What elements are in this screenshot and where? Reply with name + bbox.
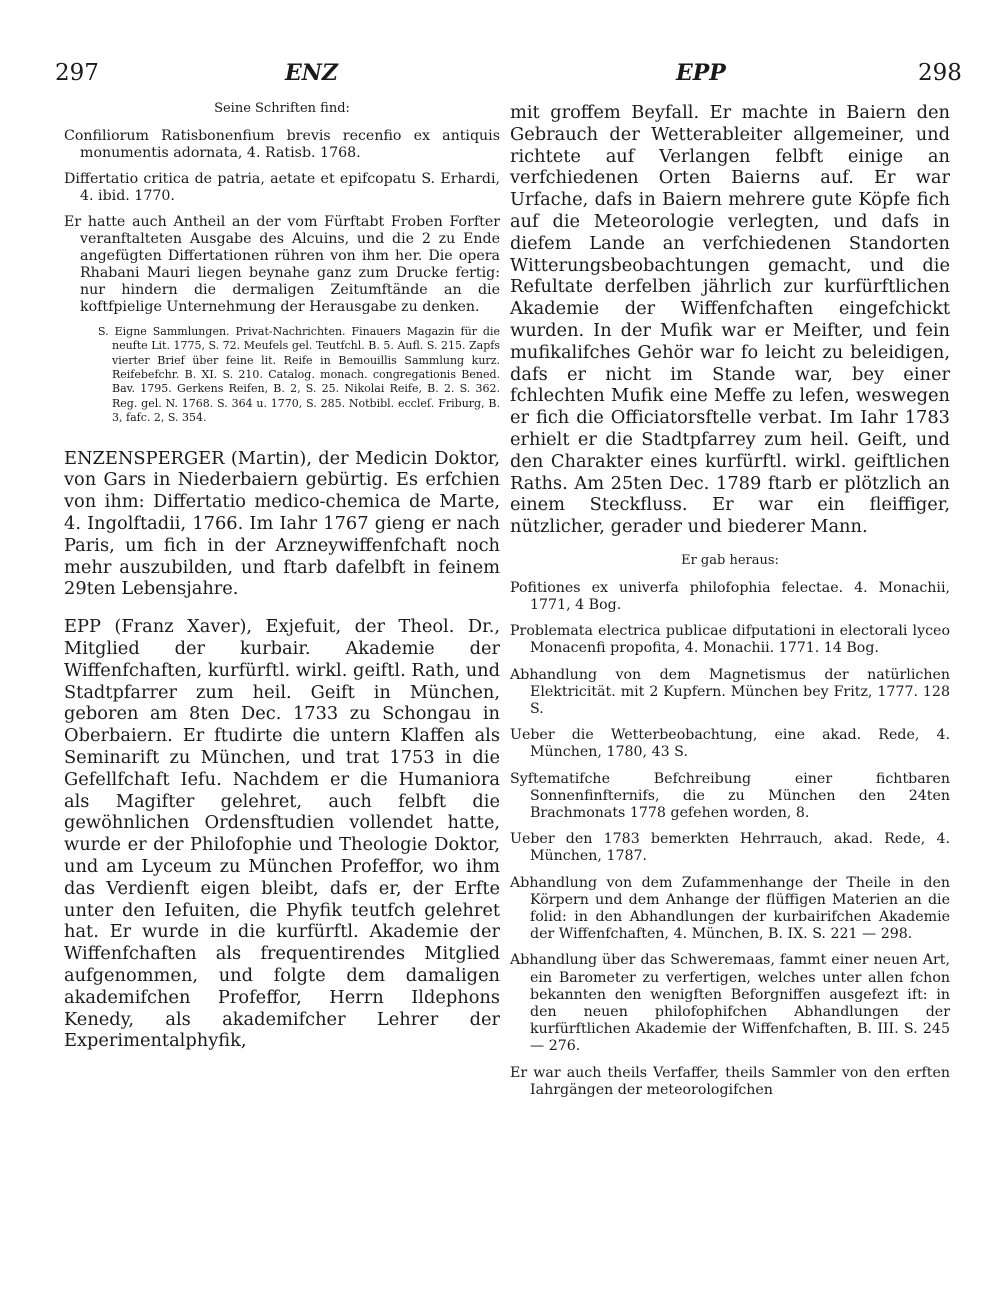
running-head-left: ENZ xyxy=(285,60,338,86)
right-column xyxy=(510,102,950,1108)
published-heading: Er gab heraus: xyxy=(681,552,779,568)
work-entry: Ueber den 1783 bemerkten Hehrrauch, akad. Rede, 4. München, 1787. xyxy=(510,831,950,865)
left-column xyxy=(64,98,500,1068)
work-entry: Abhandlung über das Schweremaas, fammt einer neuen Art, ein Barometer zu verfertigen, welches unter allen fchon bekannten den wenigften Beforgniffen ausgefezt ift: in den neuen philofophifchen Abhandlungen der kurfürftlichen Akademie der Wiffenfchaften, B. III. S. 245 — 276. xyxy=(510,952,950,1055)
sources-note: S. Eigne Sammlungen. Privat-Nachrichten. Finauers Magazin für die neufte Lit. 1775, S. 72. Meufels gel. Teutfchl. B. 5. Aufl. S. 215. Zapfs vierter Brief über feine lit. Reife in Bemouillis Sammlung kurz. Reifebefchr. B. XI. S. 210. Catalog. monach. congregationis Bened. Bav. 1795. Gerkens Reifen, B. 2, S. 25. Nikolai Reife, B. 2. S. 362. Reg. gel. N. 1768. S. 364 u. 1770, S. 285. Notbibl. eccleſ. Friburg, B. 3, fafc. 2, S. 354. xyxy=(98,324,500,425)
page-number-left: 297 xyxy=(55,60,99,86)
entry-epp-continued: mit groffem Beyfall. Er machte in Baiern den Gebrauch der Wetterableiter allgemeiner, und richtete auf Verlangen felbft einige an verfchiedenen Orten Baierns auf. Er war Urfache, dafs in Baiern mehrere gute Köpfe fich auf die Meteorologie verlegten, und dafs in diefem Lande an verfchiedenen Standorten Witterungsbeobachtungen gemacht, und die Refultate derfelben jährlich zur kurfürftlichen Akademie der Wiffenfchaften eingefchickt wurden. In der Mufik war er Meifter, und fein mufikalifches Gehör war fo leicht zu beleidigen, dafs er nicht im Stande war, bey einer fchlechten Mufik eine Meffe zu lefen, weswegen er fich die Officiatorsftelle verbat. Im Iahr 1783 erhielt er die Stadtpfarrey zum heil. Geift, und den Charakter eines kurfürftl. wirkl. geiftlichen Raths. Am 25ten Dec. 1789 ftarb er plötzlich an einem Steckfluss. Er war ein fleiffiger, nützlicher, gerader und biederer Mann. xyxy=(510,102,950,538)
page-number-right: 298 xyxy=(918,60,962,86)
writings-heading: Seine Schriften find: xyxy=(214,101,350,116)
entry-epp: EPP (Franz Xaver), Exjefuit, der Theol. Dr., Mitglied der kurbair. Akademie der Wiffenfchaften, kurfürftl. wirkl. geiftl. Rath, und Stadtpfarrer zum heil. Geift in München, geboren am 8ten Dec. 1733 zu Schongau in Oberbaiern. Er ftudirte die untern Klaffen als Seminarift zu München, und trat 1753 in die Gefellfchaft Iefu. Nachdem er die Humaniora als Magifter gelehret, auch felbft die gewöhnlichen Ordensftudien vollendet hatte, wurde er der Philofophie und Theologie Doktor, und am Lyceum zu München Profeffor, wo ihm das Verdienft eigen bleibt, dafs er, der Erfte unter den Iefuiten, die Phyfik teutfch gelehret hat. Er wurde in die kurfürftl. Akademie der Wiffenfchaften als frequentirendes Mitglied aufgenommen, und folgte dem damaligen akademifchen Profeffor, Herrn Ildephons Kenedy, als akademifcher Lehrer der Experimentalphyfik, xyxy=(64,616,500,1052)
entry-enzensperger: ENZENSPERGER (Martin), der Medicin Doktor, von Gars in Niederbaiern gebürtig. Es erfchien von ihm: Differtatio medico-chemica de Marte, 4. Ingolftadii, 1766. Im Iahr 1767 gieng er nach Paris, um fich in der Arzneywiffenfchaft noch mehr auszubilden, und ftarb dafelbft in feinem 29ten Lebensjahre. xyxy=(64,447,500,600)
work-entry: Er war auch theils Verfaffer, theils Sammler von den erften Iahrgängen der meteorologifchen xyxy=(510,1064,950,1098)
work-entry: Confiliorum Ratisbonenfium brevis recenfio ex antiquis monumentis adornata, 4. Ratisb. 1768. xyxy=(64,127,500,161)
running-head-right: EPP xyxy=(676,60,726,86)
work-entry: Abhandlung von dem Zufammenhange der Theile in den Körpern und dem Anhange der flüffigen Materien an die folid: in den Abhandlungen der kurbairifchen Akademie der Wiffenfchaften, 4. München, B. IX. S. 221 — 298. xyxy=(510,874,950,943)
work-entry: Pofitiones ex univerfa philofophia felectae. 4. Monachii, 1771, 4 Bog. xyxy=(510,579,950,613)
work-entry: Syftematifche Befchreibung einer fichtbaren Sonnenfinfternifs, die zu München den 24ten Brachmonats 1778 gefehen worden, 8. xyxy=(510,770,950,821)
work-entry: Differtatio critica de patria, aetate et epifcopatu S. Erhardi, 4. ibid. 1770. xyxy=(64,170,500,204)
work-entry: Abhandlung von dem Magnetismus der natürlichen Elektricität. mit 2 Kupfern. München bey Fritz, 1777. 128 S. xyxy=(510,666,950,717)
remark-paragraph: Er hatte auch Antheil an der vom Fürftabt Froben Forfter veranftalteten Ausgabe des Alcuins, und die 2 zu Ende angefügten Differtationen rühren von ihm her. Die opera Rhabani Mauri liegen beynahe ganz zum Drucke fertig: nur hindern die dermaligen Zeitumftände an die koftfpielige Unternehmung der Herausgabe zu denken. xyxy=(64,213,500,315)
work-entry: Ueber die Wetterbeobachtung, eine akad. Rede, 4. München, 1780, 43 S. xyxy=(510,727,950,761)
work-entry: Problemata electrica publicae difputationi in electorali lyceo Monacenfi propofita, 4. Monachii. 1771. 14 Bog. xyxy=(510,623,950,657)
